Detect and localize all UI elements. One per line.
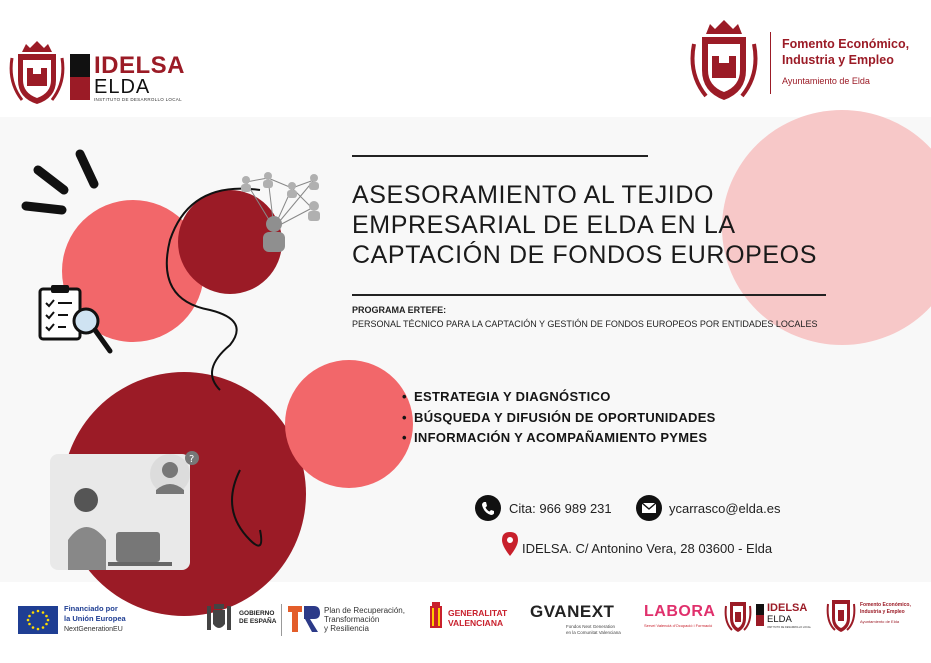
services-list bbox=[402, 387, 716, 449]
title-top-rule bbox=[352, 155, 648, 157]
generalitat-line1: GENERALITAT bbox=[448, 608, 508, 618]
gvanext-line1: Fondos Next Generation bbox=[566, 624, 616, 629]
title-line-1: ASESORAMIENTO AL TEJIDO bbox=[352, 181, 715, 209]
program-label: PROGRAMA ERTEFE: bbox=[352, 305, 447, 315]
header-divider bbox=[770, 32, 771, 94]
plan-line1: Plan de Recuperación, bbox=[324, 606, 405, 615]
fomento-line2: Industria y Empleo bbox=[782, 53, 894, 67]
program-description: PERSONAL TÉCNICO PARA LA CAPTACIÓN Y GESTIÓN DE FONDOS EUROPEOS POR ENTIDADES LOCALES bbox=[352, 319, 818, 329]
address-text: IDELSA. C/ Antonino Vera, 28 03600 - Elda bbox=[522, 541, 773, 556]
footer-divider bbox=[281, 604, 282, 636]
clipboard-checklist-icon bbox=[38, 283, 116, 355]
list-item: • BÚSQUEDA Y DIFUSIÓN DE OPORTUNIDADES bbox=[402, 409, 716, 425]
email-icon bbox=[636, 495, 662, 521]
eu-line2: la Unión Europea bbox=[64, 614, 126, 623]
email-text: ycarrasco@elda.es bbox=[669, 501, 781, 516]
gobierno-line1: GOBIERNO bbox=[239, 610, 275, 617]
idelsa-small-bottom: ELDA bbox=[767, 614, 792, 625]
eu-line3: NextGenerationEU bbox=[64, 626, 123, 633]
fomento-small-line3: Ayuntamiento de Elda bbox=[860, 619, 900, 624]
generalitat-line2: VALENCIANA bbox=[448, 618, 504, 628]
idelsa-logo-mark bbox=[70, 54, 90, 100]
fomento-line3: Ayuntamiento de Elda bbox=[782, 76, 870, 86]
eu-flag-icon bbox=[18, 606, 58, 634]
generalitat-shield-icon bbox=[428, 600, 444, 634]
network-people-icon bbox=[232, 168, 328, 256]
plan-line2: Transformación bbox=[324, 615, 380, 624]
plan-line3: y Resiliencia bbox=[324, 624, 369, 633]
gvanext-name: GVANEXT bbox=[530, 602, 615, 621]
idelsa-small-top: IDELSA bbox=[767, 602, 808, 614]
spain-coat-of-arms-icon bbox=[204, 602, 234, 636]
location-pin-icon bbox=[502, 532, 518, 556]
plan-recuperacion-icon bbox=[288, 604, 320, 634]
labora-name: LABORA bbox=[644, 603, 716, 620]
page-title bbox=[352, 180, 832, 270]
idelsa-small-crest-icon bbox=[724, 598, 752, 634]
gobierno-line2: DE ESPAÑA bbox=[239, 618, 277, 625]
fomento-small-crest-icon bbox=[826, 596, 856, 634]
idelsa-small-mark bbox=[756, 604, 764, 626]
header bbox=[0, 0, 931, 117]
emphasis-strokes-icon bbox=[20, 140, 110, 220]
title-bottom-rule bbox=[352, 294, 826, 296]
fomento-small-line1: Fomento Económico, bbox=[860, 602, 911, 608]
title-line-3: CAPTACIÓN DE FONDOS EUROPEOS bbox=[352, 241, 818, 269]
decor-circle-coral-mid bbox=[285, 360, 413, 488]
phone-text: Cita: 966 989 231 bbox=[509, 501, 612, 516]
customer-support-illustration bbox=[50, 440, 200, 570]
idelsa-subtitle: INSTITUTO DE DESARROLLO LOCAL bbox=[94, 97, 182, 102]
title-line-2: EMPRESARIAL DE ELDA EN LA bbox=[352, 211, 736, 239]
gvanext-line2: en la Comunitat Valenciana bbox=[566, 630, 621, 635]
footer bbox=[0, 590, 931, 663]
labora-subtitle: Servei Valencià d'Ocupació i Formació bbox=[644, 623, 713, 628]
ayuntamiento-crest-icon bbox=[688, 18, 760, 106]
list-item: • INFORMACIÓN Y ACOMPAÑAMIENTO PYMES bbox=[402, 430, 708, 445]
fomento-line1: Fomento Económico, bbox=[782, 37, 910, 51]
svg-text:?: ? bbox=[189, 454, 195, 465]
phone-icon bbox=[475, 495, 501, 521]
eu-line1: Financiado por bbox=[64, 604, 118, 613]
fomento-small-line2: Industria y Empleo bbox=[860, 609, 905, 615]
idelsa-name-bottom: ELDA bbox=[94, 76, 151, 98]
elda-coat-of-arms-icon bbox=[8, 38, 66, 108]
idelsa-small-subtitle: INSTITUTO DE DESARROLLO LOCAL bbox=[767, 626, 811, 629]
idelsa-name-top: IDELSA bbox=[94, 52, 186, 79]
list-item: • ESTRATEGIA Y DIAGNÓSTICO bbox=[402, 389, 611, 404]
